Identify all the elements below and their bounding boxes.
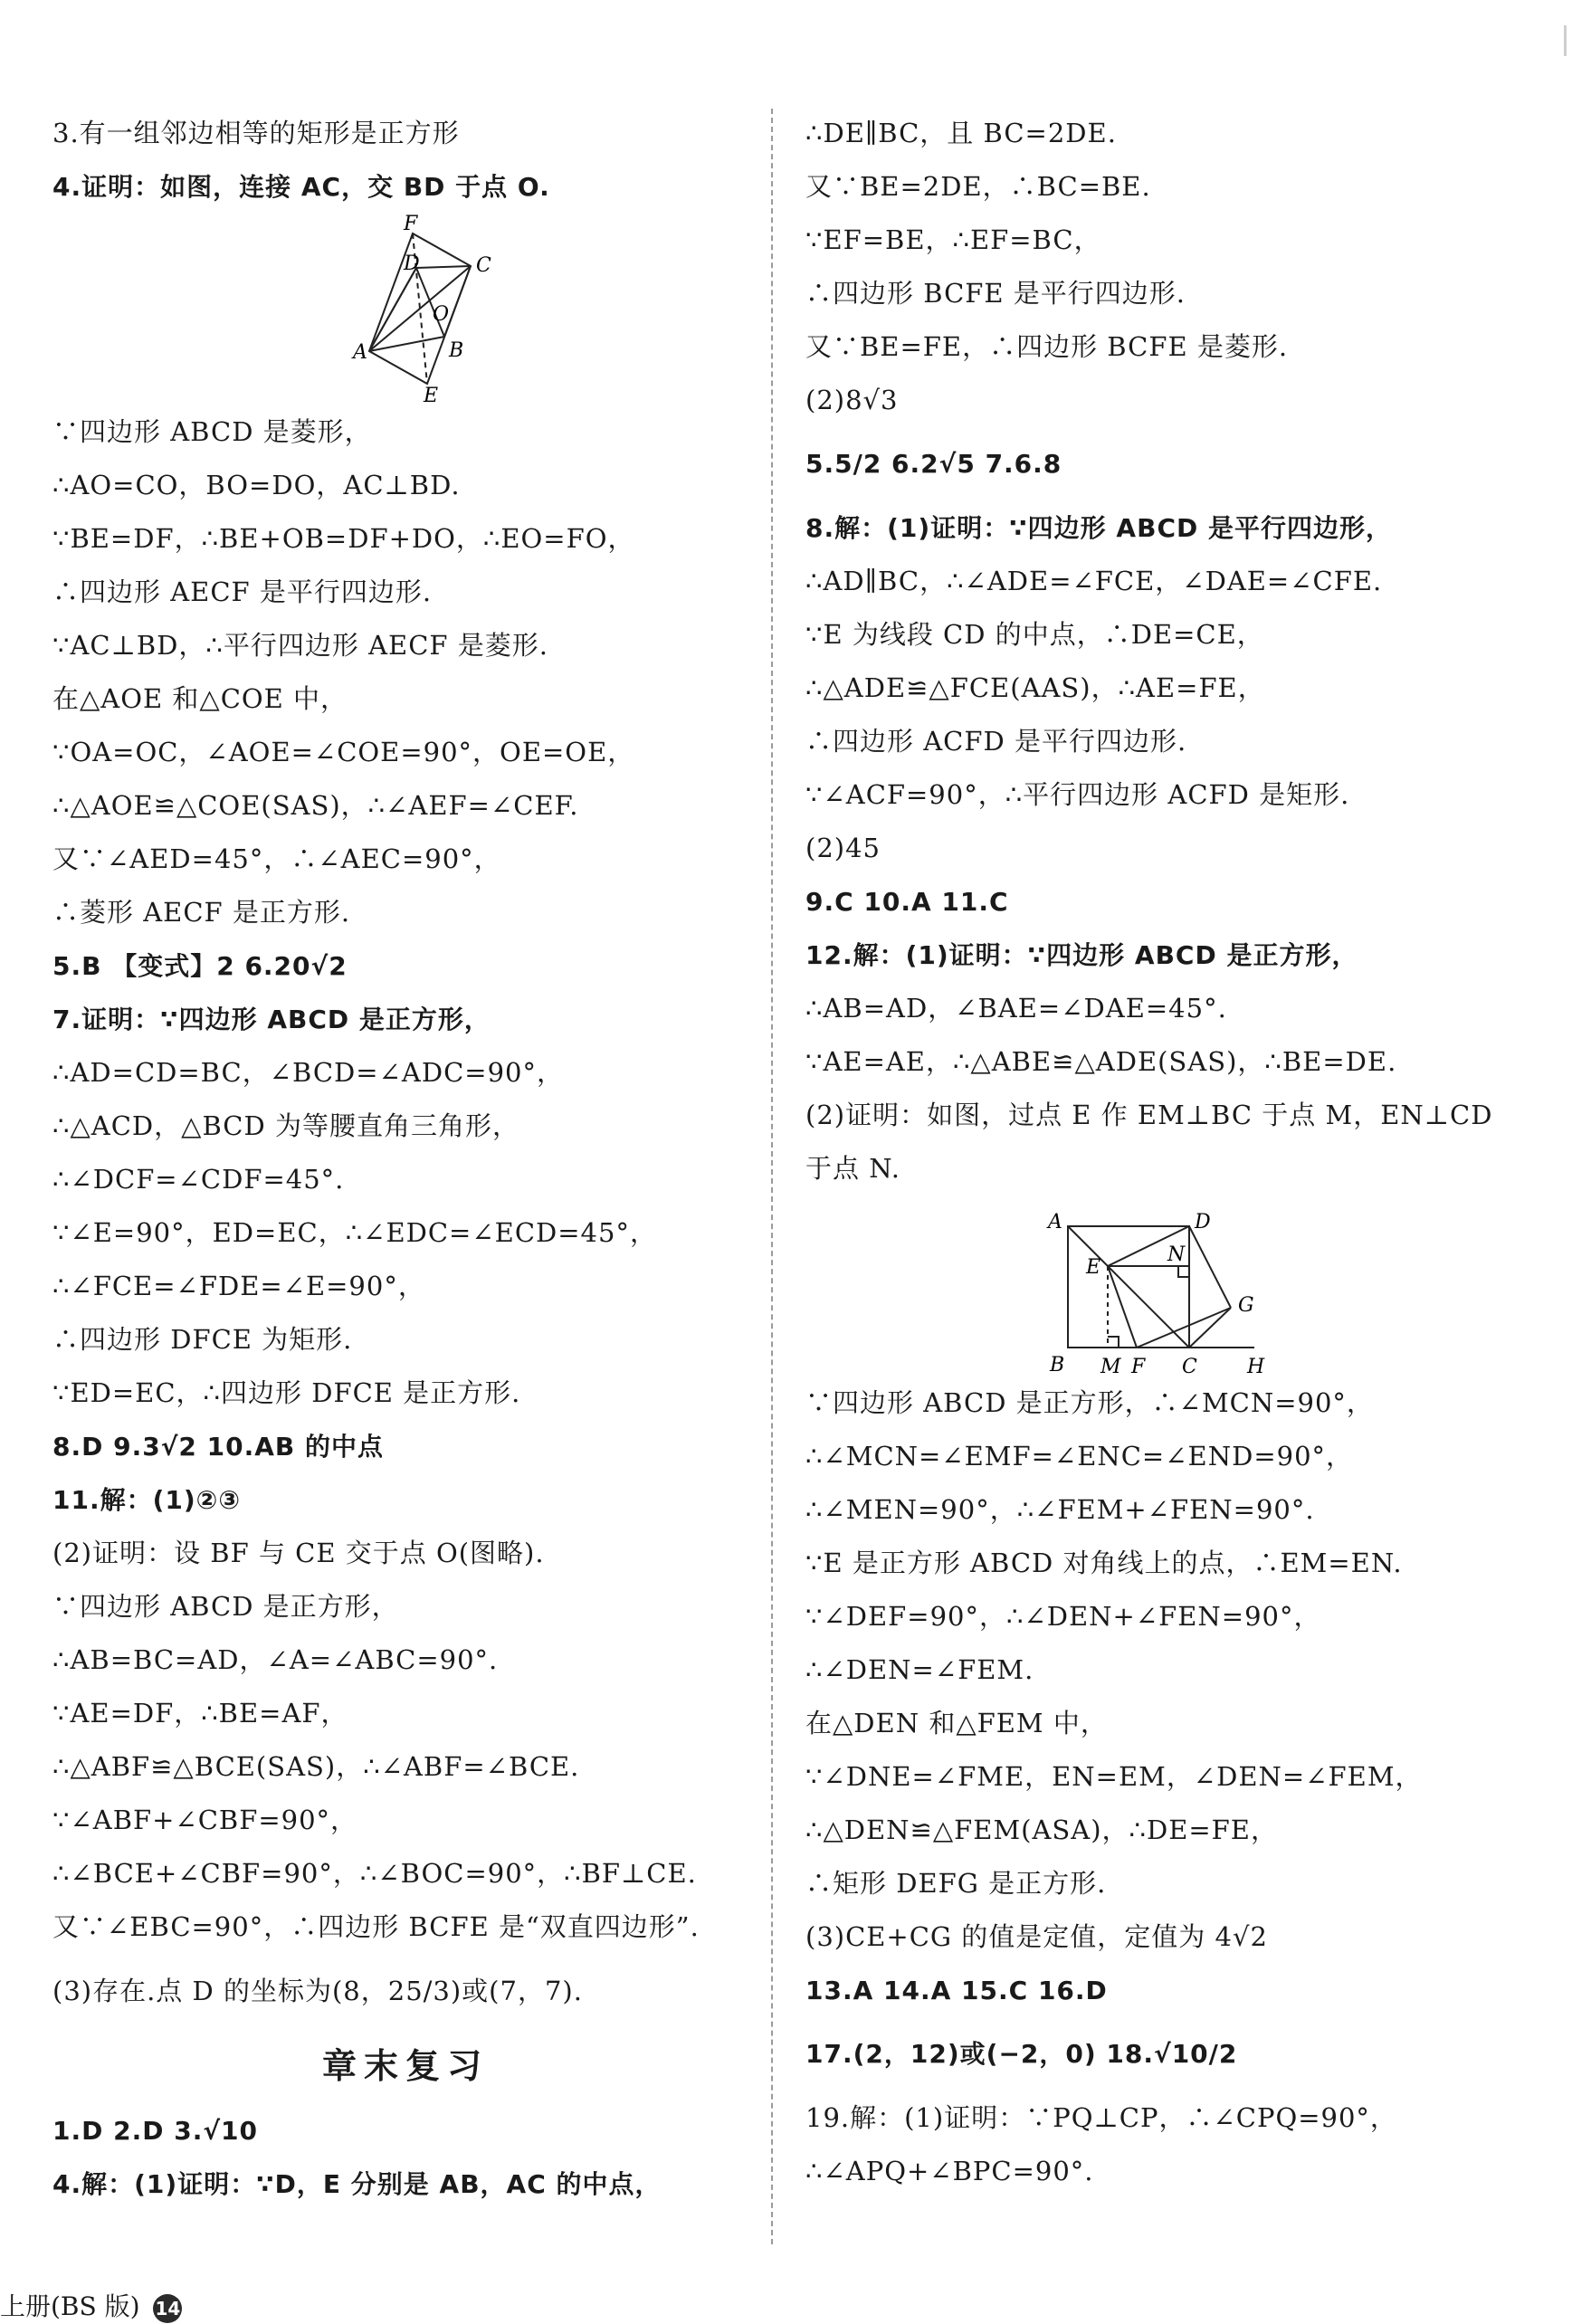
fig2-label-C: C (1182, 1356, 1197, 1376)
answer-line: ∴AB=BC=AD，∠A=∠ABC=90°. (52, 1644, 499, 1675)
answer-line: ∵ED=EC，∴四边形 DFCE 是正方形. (52, 1377, 521, 1408)
answer-line: (2)45 (805, 833, 881, 863)
square-diagonal-diagram (805, 1195, 1529, 1376)
answer-line: 在△DEN 和△FEM 中， (805, 1708, 1108, 1738)
answer-line: 8.D 9.3√2 10.AB 的中点 (52, 1432, 384, 1462)
answer-line: ∵四边形 ABCD 是正方形， (52, 1591, 399, 1622)
column-divider (771, 109, 773, 2244)
answer-line: ∴四边形 BCFE 是平行四边形. (805, 278, 1186, 309)
answer-line: 又∵BE=2DE，∴BC=BE. (805, 171, 1151, 202)
answer-line: (2)证明：如图，过点 E 作 EM⊥BC 于点 M，EN⊥CD (805, 1100, 1493, 1130)
answer-line: (2)证明：设 BF 与 CE 交于点 O(图略). (52, 1538, 545, 1568)
page-footer (0, 2290, 182, 2324)
fig1-label-F: F (404, 214, 418, 235)
rhombus-square-figure (52, 214, 758, 405)
answer-line: 12.解：(1)证明：∵四边形 ABCD 是正方形， (805, 940, 1358, 970)
answer-line: ∵E 为线段 CD 的中点，∴DE=CE， (805, 619, 1264, 650)
answer-line: 又∵∠AED=45°，∴∠AEC=90°， (52, 843, 501, 874)
answer-line: ∵AE=AE，∴△ABE≌△ADE(SAS)，∴BE=DE. (805, 1046, 1397, 1077)
right-column (805, 107, 1529, 2198)
answer-line: 19.解：(1)证明：∵PQ⊥CP，∴∠CPQ=90°， (805, 2102, 1397, 2133)
fig2-label-N: N (1167, 1243, 1186, 1266)
fig2-label-D: D (1195, 1211, 1211, 1233)
answer-line: ∴AO=CO，BO=DO，AC⊥BD. (52, 470, 461, 500)
fig1-label-C: C (476, 254, 491, 277)
answer-line: ∴AD=CD=BC，∠BCD=∠ADC=90°， (52, 1057, 564, 1088)
answer-line: (3)存在.点 D 的坐标为(8，25/3)或(7，7). (52, 1976, 583, 2006)
fig1-label-B: B (449, 339, 464, 362)
answer-line: 17.(2，12)或(−2，0) 18.√10/2 (805, 2039, 1238, 2069)
answer-line: ∴∠APQ+∠BPC=90°. (805, 2156, 1094, 2186)
fig2-label-H: H (1247, 1356, 1265, 1376)
page-number-badge: 14 (153, 2294, 182, 2323)
answer-line: ∴AB=AD，∠BAE=∠DAE=45°. (805, 993, 1227, 1024)
answer-line: ∵AE=DF，∴BE=AF， (52, 1698, 348, 1729)
answer-line: ∵OA=OC，∠AOE=∠COE=90°，OE=OE， (52, 737, 635, 767)
rhombus-square-diagram (52, 214, 758, 405)
fig2-label-M: M (1100, 1356, 1121, 1376)
answer-line: 在△AOE 和△COE 中， (52, 683, 348, 714)
page-corner-mark (1564, 25, 1567, 56)
answer-line: ∴AD∥BC，∴∠ADE=∠FCE，∠DAE=∠CFE. (805, 566, 1383, 596)
answer-line: ∴矩形 DEFG 是正方形. (805, 1868, 1107, 1899)
fig1-label-O: O (433, 303, 450, 326)
answer-line: ∴∠DEN=∠FEM. (805, 1654, 1034, 1685)
answer-line: ∴∠DCF=∠CDF=45°. (52, 1164, 345, 1195)
answer-line: ∴∠MEN=90°，∴∠FEM+∠FEN=90°. (805, 1494, 1315, 1525)
answer-line: 4.证明：如图，连接 AC，交 BD 于点 O. (52, 172, 550, 202)
fig1-label-A: A (353, 341, 367, 364)
answer-line: ∵四边形 ABCD 是正方形，∴∠MCN=90°， (805, 1387, 1374, 1418)
answer-line: 又∵∠EBC=90°，∴四边形 BCFE 是“双直四边形”. (52, 1911, 700, 1942)
fig2-label-E: E (1086, 1256, 1101, 1279)
answer-line: ∴DE∥BC，且 BC=2DE. (805, 118, 1117, 148)
fig2-label-B: B (1050, 1354, 1065, 1376)
answer-line: ∵∠ACF=90°，∴平行四边形 ACFD 是矩形. (805, 779, 1350, 810)
fig2-label-A: A (1048, 1211, 1062, 1233)
answer-line: 4.解：(1)证明：∵D，E 分别是 AB，AC 的中点， (52, 2169, 662, 2199)
answer-line: ∴∠MCN=∠EMF=∠ENC=∠END=90°， (805, 1441, 1354, 1472)
answer-line: 11.解：(1)②③ (52, 1485, 242, 1515)
section-heading: 章末复习 (321, 2045, 489, 2086)
answer-line: 5.5/2 6.2√5 7.6.8 (805, 449, 1062, 479)
answer-line: 1.D 2.D 3.√10 (52, 2116, 258, 2146)
answer-line: ∵∠DEF=90°，∴∠DEN+∠FEN=90°， (805, 1601, 1321, 1632)
answer-line: 于点 N. (805, 1153, 900, 1184)
answer-line: ∴△ACD，△BCD 为等腰直角三角形， (52, 1110, 519, 1141)
answer-line: ∴四边形 DFCE 为矩形. (52, 1324, 353, 1355)
fig2-label-G: G (1238, 1294, 1254, 1317)
fig2-label-F: F (1131, 1356, 1146, 1376)
answer-line: (3)CE+CG 的值是定值，定值为 4√2 (805, 1921, 1268, 1952)
answer-line: ∴△ABF≌△BCE(SAS)，∴∠ABF=∠BCE. (52, 1751, 580, 1782)
answer-line: 又∵BE=FE，∴四边形 BCFE 是菱形. (805, 331, 1289, 362)
answer-line: ∵∠DNE=∠FME，EN=EM，∠DEN=∠FEM， (805, 1761, 1423, 1792)
answer-line: 3.有一组邻边相等的矩形是正方形 (52, 118, 460, 148)
answer-line: ∴四边形 AECF 是平行四边形. (52, 576, 433, 607)
answer-line: ∵AC⊥BD，∴平行四边形 AECF 是菱形. (52, 630, 548, 661)
answer-line: ∴菱形 AECF 是正方形. (52, 897, 351, 928)
answer-line: 8.解：(1)证明：∵四边形 ABCD 是平行四边形， (805, 513, 1392, 543)
answer-line: 7.证明：∵四边形 ABCD 是正方形， (52, 1005, 491, 1034)
answer-line: ∴四边形 ACFD 是平行四边形. (805, 726, 1187, 757)
answer-line: ∵EF=BE，∴EF=BC， (805, 224, 1101, 255)
answer-line: 13.A 14.A 15.C 16.D (805, 1976, 1108, 2005)
answer-line: 5.B 【变式】2 6.20√2 (52, 951, 348, 981)
answer-line: ∵E 是正方形 ABCD 对角线上的点，∴EM=EN. (805, 1548, 1403, 1578)
left-column (52, 107, 758, 2211)
answer-line: ∵BE=DF，∴BE+OB=DF+DO，∴EO=FO， (52, 523, 635, 554)
answer-line: ∴△DEN≌△FEM(ASA)，∴DE=FE， (805, 1814, 1278, 1845)
answer-line: ∵四边形 ABCD 是菱形， (52, 416, 372, 447)
square-diagonal-figure (805, 1195, 1529, 1376)
answer-line: ∵∠ABF+∠CBF=90°， (52, 1805, 358, 1835)
answer-line: ∴∠FCE=∠FDE=∠E=90°， (52, 1271, 425, 1301)
fig1-label-D: D (404, 252, 420, 275)
answer-line: 9.C 10.A 11.C (805, 887, 1009, 917)
footer-book-label: 上册(BS 版) (0, 2291, 140, 2321)
answer-line: (2)8√3 (805, 385, 899, 415)
answer-line: ∴△AOE≌△COE(SAS)，∴∠AEF=∠CEF. (52, 790, 579, 821)
answer-line: ∴∠BCE+∠CBF=90°，∴∠BOC=90°，∴BF⊥CE. (52, 1858, 697, 1889)
answer-line: ∵∠E=90°，ED=EC，∴∠EDC=∠ECD=45°， (52, 1217, 657, 1248)
fig1-label-E: E (424, 385, 439, 405)
answer-line: ∴△ADE≌△FCE(AAS)，∴AE=FE， (805, 672, 1265, 703)
